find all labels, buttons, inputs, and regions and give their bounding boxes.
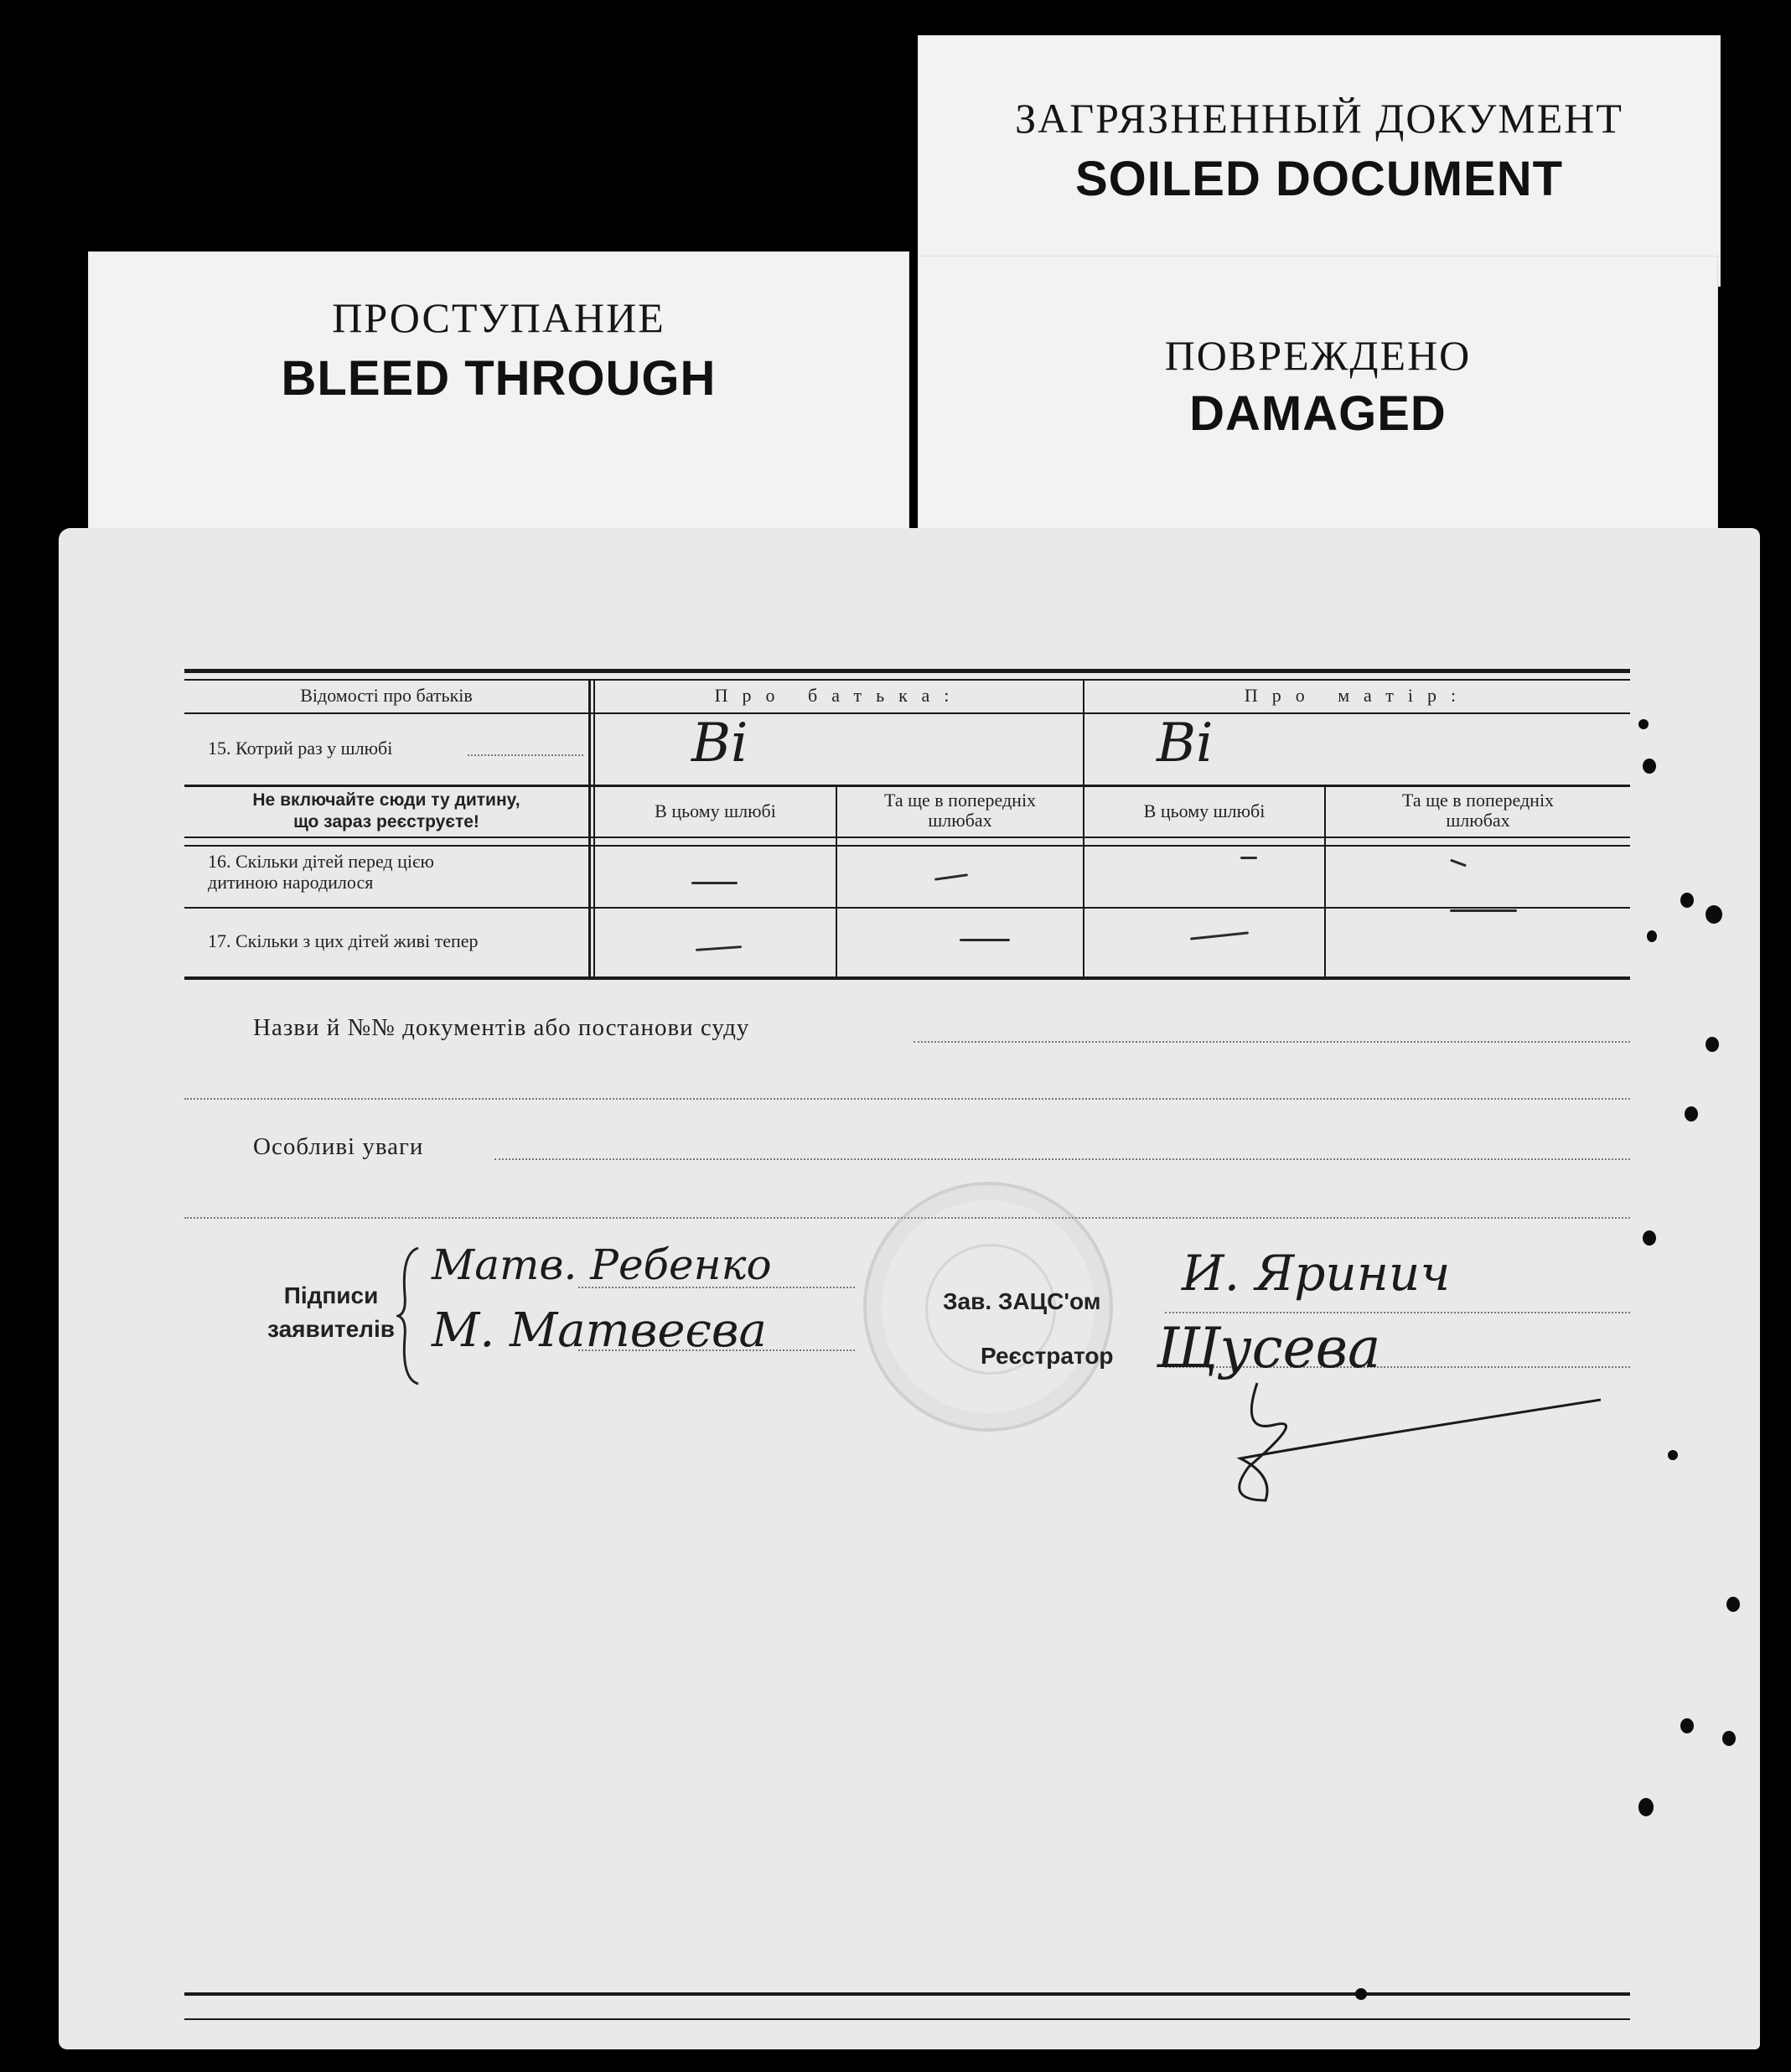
applicants-brace bbox=[396, 1245, 422, 1387]
bottom-rule bbox=[184, 1992, 1630, 1996]
row16-divider bbox=[184, 907, 1630, 909]
punch-hole bbox=[1706, 905, 1722, 924]
subheader-note-line2: що зараз реєструєте! bbox=[293, 812, 479, 831]
remarks-line-1 bbox=[494, 1158, 1630, 1160]
row17-father-prev-dash bbox=[960, 939, 1010, 941]
header-mother-label: Про матір: bbox=[1244, 685, 1471, 706]
row16-father-prev-dash bbox=[934, 873, 968, 881]
row16-label-line1: 16. Скільки дітей перед цією bbox=[208, 851, 434, 872]
row15-label: 15. Котрий раз у шлюбі bbox=[208, 738, 393, 759]
documents-label: Назви й №№ документів або постанови суду bbox=[253, 1014, 750, 1041]
registry-head-signature: И. Яринич bbox=[1182, 1245, 1451, 1302]
subheader-divider bbox=[184, 837, 1630, 838]
punch-hole bbox=[1706, 1037, 1719, 1052]
row16-label-line2: дитиною народилося bbox=[208, 872, 374, 893]
table-top-rule-thin bbox=[184, 679, 1630, 681]
damaged-notice bbox=[918, 256, 1718, 557]
registry-head-label: Зав. ЗАЦС'ом bbox=[943, 1288, 1101, 1314]
header-father-label: Про батька: bbox=[714, 685, 964, 706]
soiled-notice-ru: ЗАГРЯЗНЕННЫЙ ДОКУМЕНТ bbox=[1015, 95, 1623, 142]
punch-hole bbox=[1643, 1230, 1656, 1246]
punch-hole bbox=[1668, 1450, 1678, 1460]
soiled-notice-en: SOILED DOCUMENT bbox=[1074, 152, 1564, 206]
punch-hole bbox=[1643, 759, 1656, 774]
bleed-notice-en: BLEED THROUGH bbox=[281, 351, 717, 406]
row16-mother-prev-dash bbox=[1450, 859, 1467, 868]
row16-mother-this-dash bbox=[1240, 857, 1257, 859]
bleed-notice-ru: ПРОСТУПАНИЕ bbox=[332, 294, 665, 341]
damaged-notice-ru: ПОВРЕЖДЕНО bbox=[1164, 332, 1472, 379]
row15-mother-value: Ві bbox=[1157, 712, 1214, 774]
table-bottom-rule bbox=[184, 976, 1630, 980]
documents-line-2 bbox=[184, 1098, 1630, 1100]
row17-mother-prev-dash bbox=[1450, 909, 1517, 912]
registrar-signature: Щусева bbox=[1157, 1316, 1381, 1380]
punch-hole bbox=[1685, 1106, 1698, 1121]
remarks-label: Особливі уваги bbox=[253, 1133, 424, 1160]
applicant-signature-2: М. Матвеєва bbox=[432, 1303, 767, 1358]
punch-hole bbox=[1680, 1718, 1694, 1733]
registrar-label: Реєстратор bbox=[981, 1343, 1114, 1369]
punch-hole bbox=[1680, 893, 1694, 908]
punch-hole bbox=[1638, 719, 1649, 729]
subheader-divider-thin bbox=[184, 845, 1630, 847]
table-top-rule bbox=[184, 669, 1630, 673]
header-divider bbox=[184, 712, 1630, 714]
punch-hole bbox=[1355, 1988, 1367, 2000]
row17-mother-this-dash bbox=[1190, 931, 1249, 940]
punch-hole bbox=[1726, 1597, 1740, 1612]
punch-hole bbox=[1722, 1731, 1736, 1746]
col-divider-info bbox=[588, 679, 591, 978]
applicants-label-line1: Підписи bbox=[283, 1282, 379, 1308]
soiled-document-notice bbox=[918, 35, 1721, 287]
punch-hole bbox=[1638, 1798, 1654, 1816]
mother-previous-line1: Та ще в попередніх bbox=[1401, 790, 1555, 811]
row15-divider bbox=[184, 785, 1630, 787]
father-previous-line2: шлюбах bbox=[928, 810, 992, 831]
applicant-signature-1: Матв. Ребенко bbox=[432, 1241, 772, 1289]
father-previous-line1: Та ще в попередніх bbox=[883, 790, 1037, 811]
row15-leader-dots bbox=[468, 754, 583, 756]
subheader-note-line1: Не включайте сюди ту дитину, bbox=[252, 790, 520, 810]
applicants-label-line2: заявителів bbox=[267, 1316, 395, 1342]
registry-head-line bbox=[1165, 1312, 1630, 1313]
row15-father-value: Ві bbox=[691, 712, 748, 774]
documents-line-1 bbox=[914, 1041, 1630, 1043]
father-this-marriage-label: В цьому шлюбі bbox=[655, 800, 776, 821]
row17-label: 17. Скільки з цих дітей живі тепер bbox=[208, 930, 479, 951]
mother-this-marriage-label: В цьому шлюбі bbox=[1143, 800, 1266, 821]
bleed-through-notice bbox=[88, 251, 909, 553]
bottom-rule-thin bbox=[184, 2018, 1630, 2020]
row17-father-this-dash bbox=[696, 945, 742, 951]
punch-hole bbox=[1647, 930, 1657, 942]
col-divider-parents bbox=[1083, 679, 1084, 978]
damaged-notice-en: DAMAGED bbox=[1189, 386, 1447, 441]
header-info-label: Відомості про батьків bbox=[300, 685, 473, 706]
registrar-signature-flourish bbox=[1165, 1375, 1601, 1509]
row16-father-this-dash bbox=[691, 882, 738, 884]
mother-previous-line2: шлюбах bbox=[1446, 810, 1510, 831]
registration-form-page bbox=[59, 528, 1760, 2049]
col-divider-info-2 bbox=[593, 679, 595, 978]
